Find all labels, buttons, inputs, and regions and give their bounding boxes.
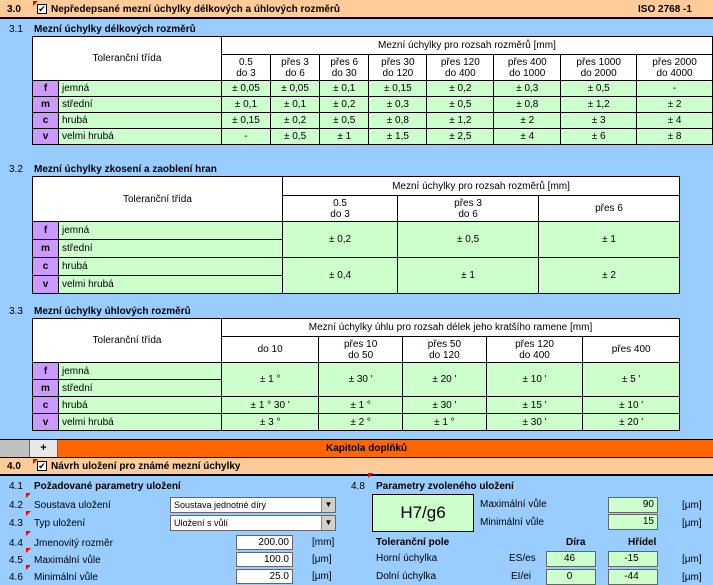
deviation-value: ± 10 ' (486, 363, 583, 397)
range-column-header (539, 196, 680, 222)
deviation-value: ± 30 ' (319, 363, 403, 397)
deviation-value: ± 30 ' (403, 397, 487, 414)
hole-header: Díra (566, 537, 586, 548)
deviation-value: ± 0,5 (398, 222, 539, 258)
range-to: do 2000 (580, 67, 617, 79)
param-label: Soustava uložení (34, 500, 111, 511)
range-from: přes 6 (330, 56, 359, 68)
deviation-value: ± 15 ' (486, 397, 583, 414)
fit-type-select[interactable] (170, 515, 336, 531)
deviation-value: ± 0,5 (320, 113, 369, 129)
section-number: 3.0 (7, 4, 21, 15)
table-row (33, 397, 680, 414)
range-to: do 50 (348, 349, 374, 361)
fit-system-select[interactable] (170, 497, 336, 513)
unit-label: [mm] (312, 537, 335, 548)
param-label: Jmenovitý rozměr (34, 538, 113, 549)
range-column-header (427, 55, 494, 81)
range-from: 0.5 (238, 56, 253, 68)
section-title: Mezní úchylky délkových rozměrů (34, 24, 196, 35)
upper-deviation-label: Horní úchylka (376, 553, 438, 564)
deviation-value: ± 1,5 (369, 129, 427, 145)
range-column-header (398, 196, 539, 222)
tolerance-class-name: velmi hrubá (59, 129, 222, 145)
param-number: 4.4 (9, 538, 23, 549)
table-row (33, 129, 713, 145)
deviation-value: ± 20 ' (403, 363, 487, 397)
range-header: Mezní úchylky pro rozsah rozměrů [mm] (282, 177, 679, 196)
chapter-spacer (0, 440, 30, 457)
deviation-value: ± 0,4 (282, 258, 397, 294)
range-to: do 6 (285, 67, 305, 79)
tolerance-class-name: jemná (59, 363, 222, 380)
deviation-value: ± 2 (637, 97, 713, 113)
tolerance-class-name: hrubá (59, 113, 222, 129)
deviation-value: ± 1 ° 30 ' (222, 397, 319, 414)
range-from: přes 400 (611, 344, 651, 355)
tol-class-header: Toleranční třída (33, 177, 283, 222)
section-title: Nepředepsané mezní úchylky délkových a úhlových rozměrů (51, 4, 340, 15)
max-clearance-value: 90 (608, 497, 658, 513)
param-input[interactable]: 100.0 (236, 552, 293, 567)
range-header: Mezní úchylky úhlu pro rozsah délek jeho kratšího ramene [mm] (222, 319, 680, 337)
param-number: 4.6 (9, 572, 23, 583)
subsection-title: Parametry zvoleného uložení (376, 481, 514, 492)
tolerance-class-code: v (33, 414, 59, 431)
angle-deviation-table (32, 318, 680, 431)
range-header: Mezní úchylky pro rozsah rozměrů [mm] (221, 37, 712, 55)
range-to: do 4000 (656, 67, 693, 79)
param-number: 4.5 (9, 555, 23, 566)
deviation-value: ± 0,8 (494, 97, 561, 113)
comment-marker (33, 459, 38, 464)
tolerance-class-name: velmi hrubá (59, 414, 222, 431)
deviation-value: ± 3 (561, 113, 637, 129)
unit-label: [μm] (682, 500, 702, 511)
section-number: 3.3 (9, 306, 23, 317)
range-column-header (282, 196, 397, 222)
deviation-value: ± 8 (637, 129, 713, 145)
tolerance-class-code: m (33, 97, 59, 113)
range-column-header (221, 55, 270, 81)
lower-deviation-code: EI/ei (511, 571, 532, 582)
tolerance-class-code: c (33, 397, 59, 414)
comment-marker (33, 1, 38, 6)
deviation-value: ± 1 (320, 129, 369, 145)
deviation-value: ± 0,05 (221, 81, 270, 97)
tolerance-class-code: f (33, 363, 59, 380)
select-value: Uložení s vůlí (174, 518, 229, 528)
unit-label: [μm] (682, 518, 702, 529)
range-from: přes 3 (281, 56, 309, 68)
section-number: 3.1 (9, 24, 23, 35)
range-from: přes 1000 (576, 56, 621, 68)
section-number: 4.8 (351, 481, 365, 492)
range-to: do 6 (458, 208, 478, 220)
deviation-value: ± 4 (637, 113, 713, 129)
deviation-value: ± 1 ° (222, 363, 319, 397)
param-label: Maximální vůle (34, 555, 101, 566)
comment-marker (26, 493, 31, 498)
deviation-value: ± 6 (561, 129, 637, 145)
tolerance-field-header: Toleranční pole (376, 537, 450, 548)
linear-deviation-table (32, 36, 713, 145)
tolerance-class-code: c (33, 113, 59, 129)
range-from: přes 120 (440, 56, 480, 68)
param-number: 4.3 (9, 518, 23, 529)
tolerance-class-name: hrubá (59, 258, 283, 276)
chevron-down-icon[interactable]: ▼ (321, 516, 335, 530)
lower-shaft-value: -44 (608, 569, 658, 585)
deviation-value: ± 1,2 (427, 113, 494, 129)
deviation-value: ± 0,15 (369, 81, 427, 97)
tolerance-class-code: v (33, 276, 59, 294)
deviation-value: ± 0,1 (270, 97, 319, 113)
select-value: Soustava jednotné díry (174, 500, 267, 510)
unit-label: [μm] (682, 554, 702, 565)
deviation-value: ± 4 (494, 129, 561, 145)
section-4-header (0, 458, 713, 476)
unit-label: [μm] (312, 554, 332, 565)
deviation-value: ± 30 ' (486, 414, 583, 431)
tol-class-header: Toleranční třída (33, 319, 222, 363)
tolerance-class-code: m (33, 240, 59, 258)
range-from: přes 50 (427, 338, 462, 350)
comment-marker (26, 511, 31, 516)
range-column-header (486, 337, 583, 363)
range-from: přes 3 (454, 197, 482, 209)
range-to: do 1000 (509, 67, 546, 79)
tolerance-class-name: velmi hrubá (59, 276, 283, 294)
comment-marker (26, 548, 31, 553)
table-row (33, 258, 680, 276)
upper-shaft-value: -15 (608, 551, 658, 567)
range-to: do 30 (331, 67, 357, 79)
min-clearance-label: Minimální vůle (480, 517, 544, 528)
section-title: Návrh uložení pro známé mezní úchylky (51, 461, 241, 472)
tolerance-class-code: c (33, 258, 59, 276)
range-from: přes 120 (515, 338, 554, 350)
fit-designation: H7/g6 (400, 503, 446, 522)
deviation-value: ± 0,5 (270, 129, 319, 145)
deviation-value: - (221, 129, 270, 145)
range-column-header (403, 337, 487, 363)
chapter-title: Kapitola doplňků (326, 443, 408, 454)
deviation-value: ± 0,3 (369, 97, 427, 113)
lower-deviation-label: Dolní úchylka (376, 571, 437, 582)
tolerance-class-name: jemná (59, 81, 222, 97)
table-row (33, 222, 680, 240)
range-column-header (319, 337, 403, 363)
tolerance-class-name: střední (59, 240, 283, 258)
shaft-header: Hřídel (628, 537, 657, 548)
range-column-header (270, 55, 319, 81)
tolerance-class-name: střední (59, 97, 222, 113)
section-number: 3.2 (9, 164, 23, 175)
range-column-header (561, 55, 637, 81)
deviation-value: ± 0,3 (494, 81, 561, 97)
range-to: do 120 (429, 349, 460, 361)
tol-class-header: Toleranční třída (33, 37, 222, 81)
deviation-value: ± 10 ' (583, 397, 680, 414)
deviation-value: ± 0,15 (221, 113, 270, 129)
tolerance-class-name: jemná (59, 222, 283, 240)
deviation-value: ± 20 ' (583, 414, 680, 431)
deviation-value: ± 0,05 (270, 81, 319, 97)
range-column-header (369, 55, 427, 81)
param-label: Minimální vůle (34, 572, 98, 583)
param-input[interactable]: 200.00 (236, 535, 293, 550)
deviation-value: ± 0,1 (320, 81, 369, 97)
range-to: do 10 (257, 344, 283, 355)
deviation-value: ± 3 ° (222, 414, 319, 431)
max-clearance-label: Maximální vůle (480, 499, 547, 510)
deviation-value: ± 0,5 (561, 81, 637, 97)
param-input[interactable]: 25.0 (236, 569, 293, 584)
chevron-down-icon[interactable]: ▼ (321, 498, 335, 512)
deviation-value: ± 5 ' (583, 363, 680, 397)
range-column-header (320, 55, 369, 81)
param-label: Typ uložení (34, 518, 86, 529)
deviation-value: ± 1 (539, 222, 680, 258)
section-number: 4.0 (7, 461, 21, 472)
range-from: 0.5 (333, 197, 347, 209)
range-to: do 3 (330, 208, 350, 220)
tolerance-class-code: f (33, 81, 59, 97)
range-column-header (637, 55, 713, 81)
range-from: přes 6 (595, 203, 623, 214)
deviation-value: ± 0,5 (427, 97, 494, 113)
section-title: Mezní úchylky úhlových rozměrů (34, 306, 191, 317)
tolerance-class-name: střední (59, 380, 222, 397)
range-to: do 3 (236, 67, 256, 79)
section-number: 4.1 (9, 481, 23, 492)
deviation-value: ± 1 (398, 258, 539, 294)
unit-label: [μm] (312, 571, 332, 582)
comment-marker (26, 565, 31, 570)
deviation-value: ± 2 (539, 258, 680, 294)
range-to: do 120 (382, 67, 414, 79)
range-column-header (222, 337, 319, 363)
table-row (33, 97, 713, 113)
section-3-checkbox[interactable]: ✔ (38, 4, 46, 14)
edge-deviation-table (32, 176, 680, 294)
expand-chapter-button[interactable]: + (30, 440, 58, 457)
range-to: do 400 (519, 349, 550, 361)
deviation-value: ± 2 (494, 113, 561, 129)
deviation-value: ± 1,2 (561, 97, 637, 113)
table-row (33, 113, 713, 129)
section-3-header (0, 0, 713, 19)
range-from: přes 2000 (652, 56, 697, 68)
deviation-value: - (637, 81, 713, 97)
deviation-value: ± 0,2 (270, 113, 319, 129)
range-from: přes 10 (343, 338, 378, 350)
upper-deviation-code: ES/es (509, 553, 536, 564)
standard-label: ISO 2768 -1 (638, 4, 692, 15)
deviation-value: ± 1 ° (319, 397, 403, 414)
chapter-bar (0, 439, 713, 458)
comment-marker (368, 473, 373, 478)
upper-hole-value: 46 (546, 551, 596, 567)
deviation-value: ± 0,8 (369, 113, 427, 129)
table-row (33, 363, 680, 380)
min-clearance-value: 15 (608, 514, 658, 530)
tolerance-class-name: hrubá (59, 397, 222, 414)
deviation-value: ± 0,2 (427, 81, 494, 97)
table-row (33, 414, 680, 431)
section-title: Mezní úchylky zkosení a zaoblení hran (34, 164, 217, 175)
range-to: do 400 (445, 67, 476, 79)
comment-marker (26, 531, 31, 536)
deviation-value: ± 1 ° (403, 414, 487, 431)
deviation-value: ± 0,2 (320, 97, 369, 113)
deviation-value: ± 0,2 (282, 222, 397, 258)
range-column-header (583, 337, 680, 363)
fit-designation-box (372, 494, 474, 532)
deviation-value: ± 2,5 (427, 129, 494, 145)
param-number: 4.2 (9, 500, 23, 511)
tolerance-class-code: v (33, 129, 59, 145)
table-row (33, 81, 713, 97)
range-column-header (494, 55, 561, 81)
range-from: přes 400 (507, 56, 547, 68)
section-4-checkbox[interactable]: ✔ (38, 461, 46, 471)
range-from: přes 30 (381, 56, 415, 68)
tolerance-class-code: m (33, 380, 59, 397)
lower-hole-value: 0 (546, 569, 596, 585)
deviation-value: ± 0,1 (221, 97, 270, 113)
subsection-title: Požadované parametry uložení (34, 481, 181, 492)
unit-label: [μm] (682, 572, 702, 583)
deviation-value: ± 2 ° (319, 414, 403, 431)
tolerance-class-code: f (33, 222, 59, 240)
